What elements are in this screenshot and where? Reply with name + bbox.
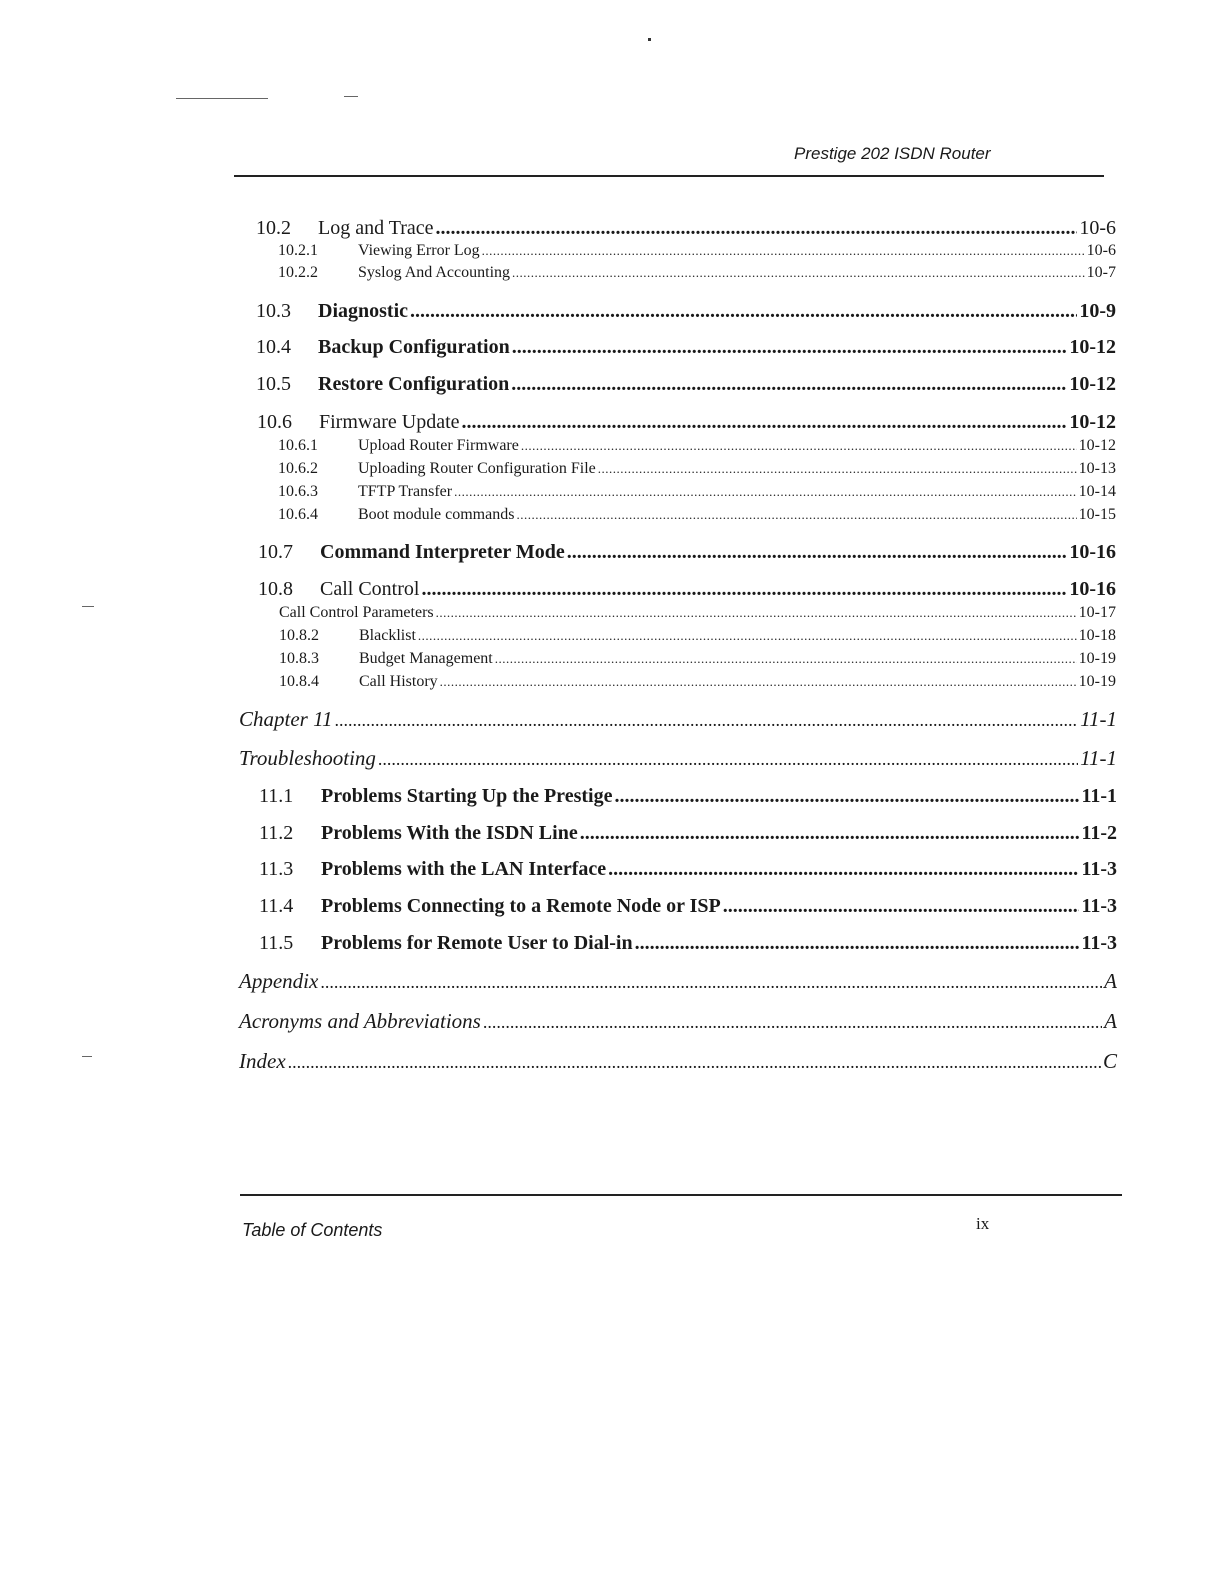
toc-page: 11-3 xyxy=(1081,895,1117,917)
toc-title: Index xyxy=(239,1049,286,1073)
toc-page: 11-2 xyxy=(1081,822,1117,844)
toc-title: Problems With the ISDN Line xyxy=(321,822,578,844)
toc-entry-10-8-2[interactable] xyxy=(279,627,1116,645)
toc-page: 10-13 xyxy=(1078,460,1116,477)
toc-entry-10-8-4[interactable] xyxy=(279,673,1116,691)
toc-entry-10-2-2[interactable] xyxy=(278,264,1116,282)
toc-title: Viewing Error Log xyxy=(358,242,480,259)
toc-page: 11-1 xyxy=(1080,707,1117,731)
toc-page: 10-16 xyxy=(1069,541,1116,563)
toc-title: Problems Connecting to a Remote Node or ISP xyxy=(321,895,721,917)
dot-leader xyxy=(418,628,1077,644)
dot-leader xyxy=(440,674,1077,690)
dot-leader xyxy=(580,822,1080,845)
toc-page: 10-12 xyxy=(1078,437,1116,454)
toc-number: 10.8 xyxy=(258,578,293,600)
toc-page: 10-6 xyxy=(1086,242,1116,259)
dot-leader xyxy=(288,1052,1101,1073)
toc-number: 10.8.3 xyxy=(279,650,319,667)
toc-title: Backup Configuration xyxy=(318,336,510,358)
toc-number: 11.3 xyxy=(259,858,294,880)
toc-title: Chapter 11 xyxy=(239,707,333,731)
toc-entry-10-7[interactable] xyxy=(258,541,1116,564)
toc-page: 10-17 xyxy=(1078,604,1116,621)
toc-entry-10-6-4[interactable] xyxy=(278,506,1116,524)
toc-number: 10.6.3 xyxy=(278,483,318,500)
toc-entry-10-6-2[interactable] xyxy=(278,460,1116,478)
toc-page: 10-9 xyxy=(1079,300,1116,322)
dot-leader xyxy=(482,243,1085,259)
toc-title: Uploading Router Configuration File xyxy=(358,460,596,477)
toc-number: 10.8.2 xyxy=(279,627,319,644)
footer-label: Table of Contents xyxy=(242,1220,383,1240)
dot-leader xyxy=(598,461,1077,477)
dot-leader xyxy=(436,605,1077,621)
toc-entry-appendix[interactable] xyxy=(239,969,1117,994)
toc-number: 11.4 xyxy=(259,895,294,917)
dot-leader xyxy=(410,300,1077,323)
toc-entry-11-4[interactable] xyxy=(259,895,1117,918)
dot-leader xyxy=(511,373,1067,396)
toc-number: 10.7 xyxy=(258,541,293,563)
toc-number: 11.5 xyxy=(259,932,294,954)
toc-page: 10-6 xyxy=(1079,217,1116,239)
toc-title: Call History xyxy=(359,673,438,690)
toc-title: Log and Trace xyxy=(318,217,434,239)
toc-page: 11-1 xyxy=(1080,746,1117,770)
toc-title: Problems with the LAN Interface xyxy=(321,858,607,880)
toc-title: Budget Management xyxy=(359,650,493,667)
scan-artifact-line xyxy=(344,96,358,97)
toc-page: 10-14 xyxy=(1078,483,1116,500)
toc-page: A xyxy=(1104,1009,1117,1033)
toc-title: Firmware Update xyxy=(319,411,460,433)
dot-leader xyxy=(454,484,1077,500)
toc-page: A xyxy=(1104,969,1117,993)
toc-entry-acronyms[interactable] xyxy=(239,1009,1117,1034)
toc-page: 10-7 xyxy=(1086,264,1116,281)
toc-entry-call-control-parameters[interactable] xyxy=(279,604,1116,622)
toc-entry-10-3[interactable] xyxy=(256,300,1116,323)
toc-page: 10-12 xyxy=(1069,373,1116,395)
toc-entry-10-2-1[interactable] xyxy=(278,242,1116,260)
toc-number: 11.2 xyxy=(259,822,294,844)
toc-page: 10-12 xyxy=(1069,336,1116,358)
toc-title: Command Interpreter Mode xyxy=(320,541,565,563)
toc-number: 10.6.2 xyxy=(278,460,318,477)
scan-artifact-line xyxy=(176,98,268,99)
dot-leader xyxy=(635,932,1080,955)
toc-entry-10-8[interactable] xyxy=(258,578,1116,601)
dot-leader xyxy=(608,858,1079,881)
toc-title: Diagnostic xyxy=(318,300,408,322)
toc-page: 11-3 xyxy=(1081,858,1117,880)
toc-entry-11-2[interactable] xyxy=(259,822,1117,845)
toc-page: 10-18 xyxy=(1078,627,1116,644)
toc-entry-11-3[interactable] xyxy=(259,858,1117,881)
toc-title: Blacklist xyxy=(359,627,416,644)
toc-number: 10.8.4 xyxy=(279,673,319,690)
toc-number: 10.2.2 xyxy=(278,264,318,281)
dot-leader xyxy=(516,507,1076,523)
toc-number: 10.6 xyxy=(257,411,292,433)
footer-page-number: ix xyxy=(976,1214,990,1233)
dot-leader xyxy=(320,972,1102,993)
scan-artifact-line xyxy=(82,1056,92,1057)
toc-number: 10.6.4 xyxy=(278,506,318,523)
dot-leader xyxy=(723,895,1080,918)
toc-title: Troubleshooting xyxy=(239,746,376,770)
toc-number: 11.1 xyxy=(259,785,294,807)
toc-number: 10.4 xyxy=(256,336,291,358)
dot-leader xyxy=(421,578,1067,601)
toc-entry-10-6[interactable] xyxy=(257,411,1116,434)
toc-entry-chapter-11[interactable] xyxy=(239,707,1117,732)
toc-title: Syslog And Accounting xyxy=(358,264,511,281)
toc-title: Upload Router Firmware xyxy=(358,437,519,454)
dot-leader xyxy=(462,411,1068,434)
running-header-title: Prestige 202 ISDN Router xyxy=(794,144,991,163)
toc-page: 10-19 xyxy=(1078,673,1116,690)
dot-leader xyxy=(512,336,1068,359)
toc-page: 10-19 xyxy=(1078,650,1116,667)
toc-title: TFTP Transfer xyxy=(358,483,453,500)
toc-title: Boot module commands xyxy=(358,506,515,523)
dot-leader xyxy=(495,651,1077,667)
toc-title: Restore Configuration xyxy=(318,373,510,395)
toc-entry-10-6-3[interactable] xyxy=(278,483,1116,501)
scan-artifact-dot xyxy=(648,38,651,41)
toc-page: 11-3 xyxy=(1081,932,1117,954)
toc-entry-10-6-1[interactable] xyxy=(278,437,1116,455)
toc-title: Appendix xyxy=(239,969,319,993)
toc-title: Call Control xyxy=(320,578,420,600)
toc-page: 10-12 xyxy=(1069,411,1116,433)
toc-page: 10-15 xyxy=(1078,506,1116,523)
toc-entry-troubleshooting[interactable] xyxy=(239,746,1117,771)
dot-leader xyxy=(436,217,1078,240)
dot-leader xyxy=(567,541,1068,564)
toc-page: 10-16 xyxy=(1069,578,1116,600)
toc-title: Problems Starting Up the Prestige xyxy=(321,785,613,807)
dot-leader xyxy=(378,749,1078,770)
toc-entry-10-5[interactable] xyxy=(256,373,1116,396)
toc-entry-index[interactable] xyxy=(239,1049,1117,1074)
toc-number: 10.6.1 xyxy=(278,437,318,454)
toc-entry-10-4[interactable] xyxy=(256,336,1116,359)
dot-leader xyxy=(614,785,1079,808)
toc-number: 10.3 xyxy=(256,300,291,322)
scan-artifact-line xyxy=(82,606,94,607)
toc-entry-10-8-3[interactable] xyxy=(279,650,1116,668)
dot-leader xyxy=(483,1012,1102,1033)
dot-leader xyxy=(512,265,1085,281)
dot-leader xyxy=(521,438,1077,454)
toc-page: 11-1 xyxy=(1081,785,1117,807)
toc-title: Acronyms and Abbreviations xyxy=(239,1009,481,1033)
toc-number: 10.5 xyxy=(256,373,291,395)
toc-number: 10.2 xyxy=(256,217,291,239)
toc-entry-11-1[interactable] xyxy=(259,785,1117,808)
toc-entry-11-5[interactable] xyxy=(259,932,1117,955)
footer-rule xyxy=(240,1194,1122,1196)
toc-title: Problems for Remote User to Dial-in xyxy=(321,932,633,954)
toc-title: Call Control Parameters xyxy=(279,604,434,621)
dot-leader xyxy=(335,710,1079,731)
toc-number: 10.2.1 xyxy=(278,242,318,259)
toc-page: C xyxy=(1102,1049,1117,1073)
toc-entry-10-2[interactable] xyxy=(256,217,1116,240)
